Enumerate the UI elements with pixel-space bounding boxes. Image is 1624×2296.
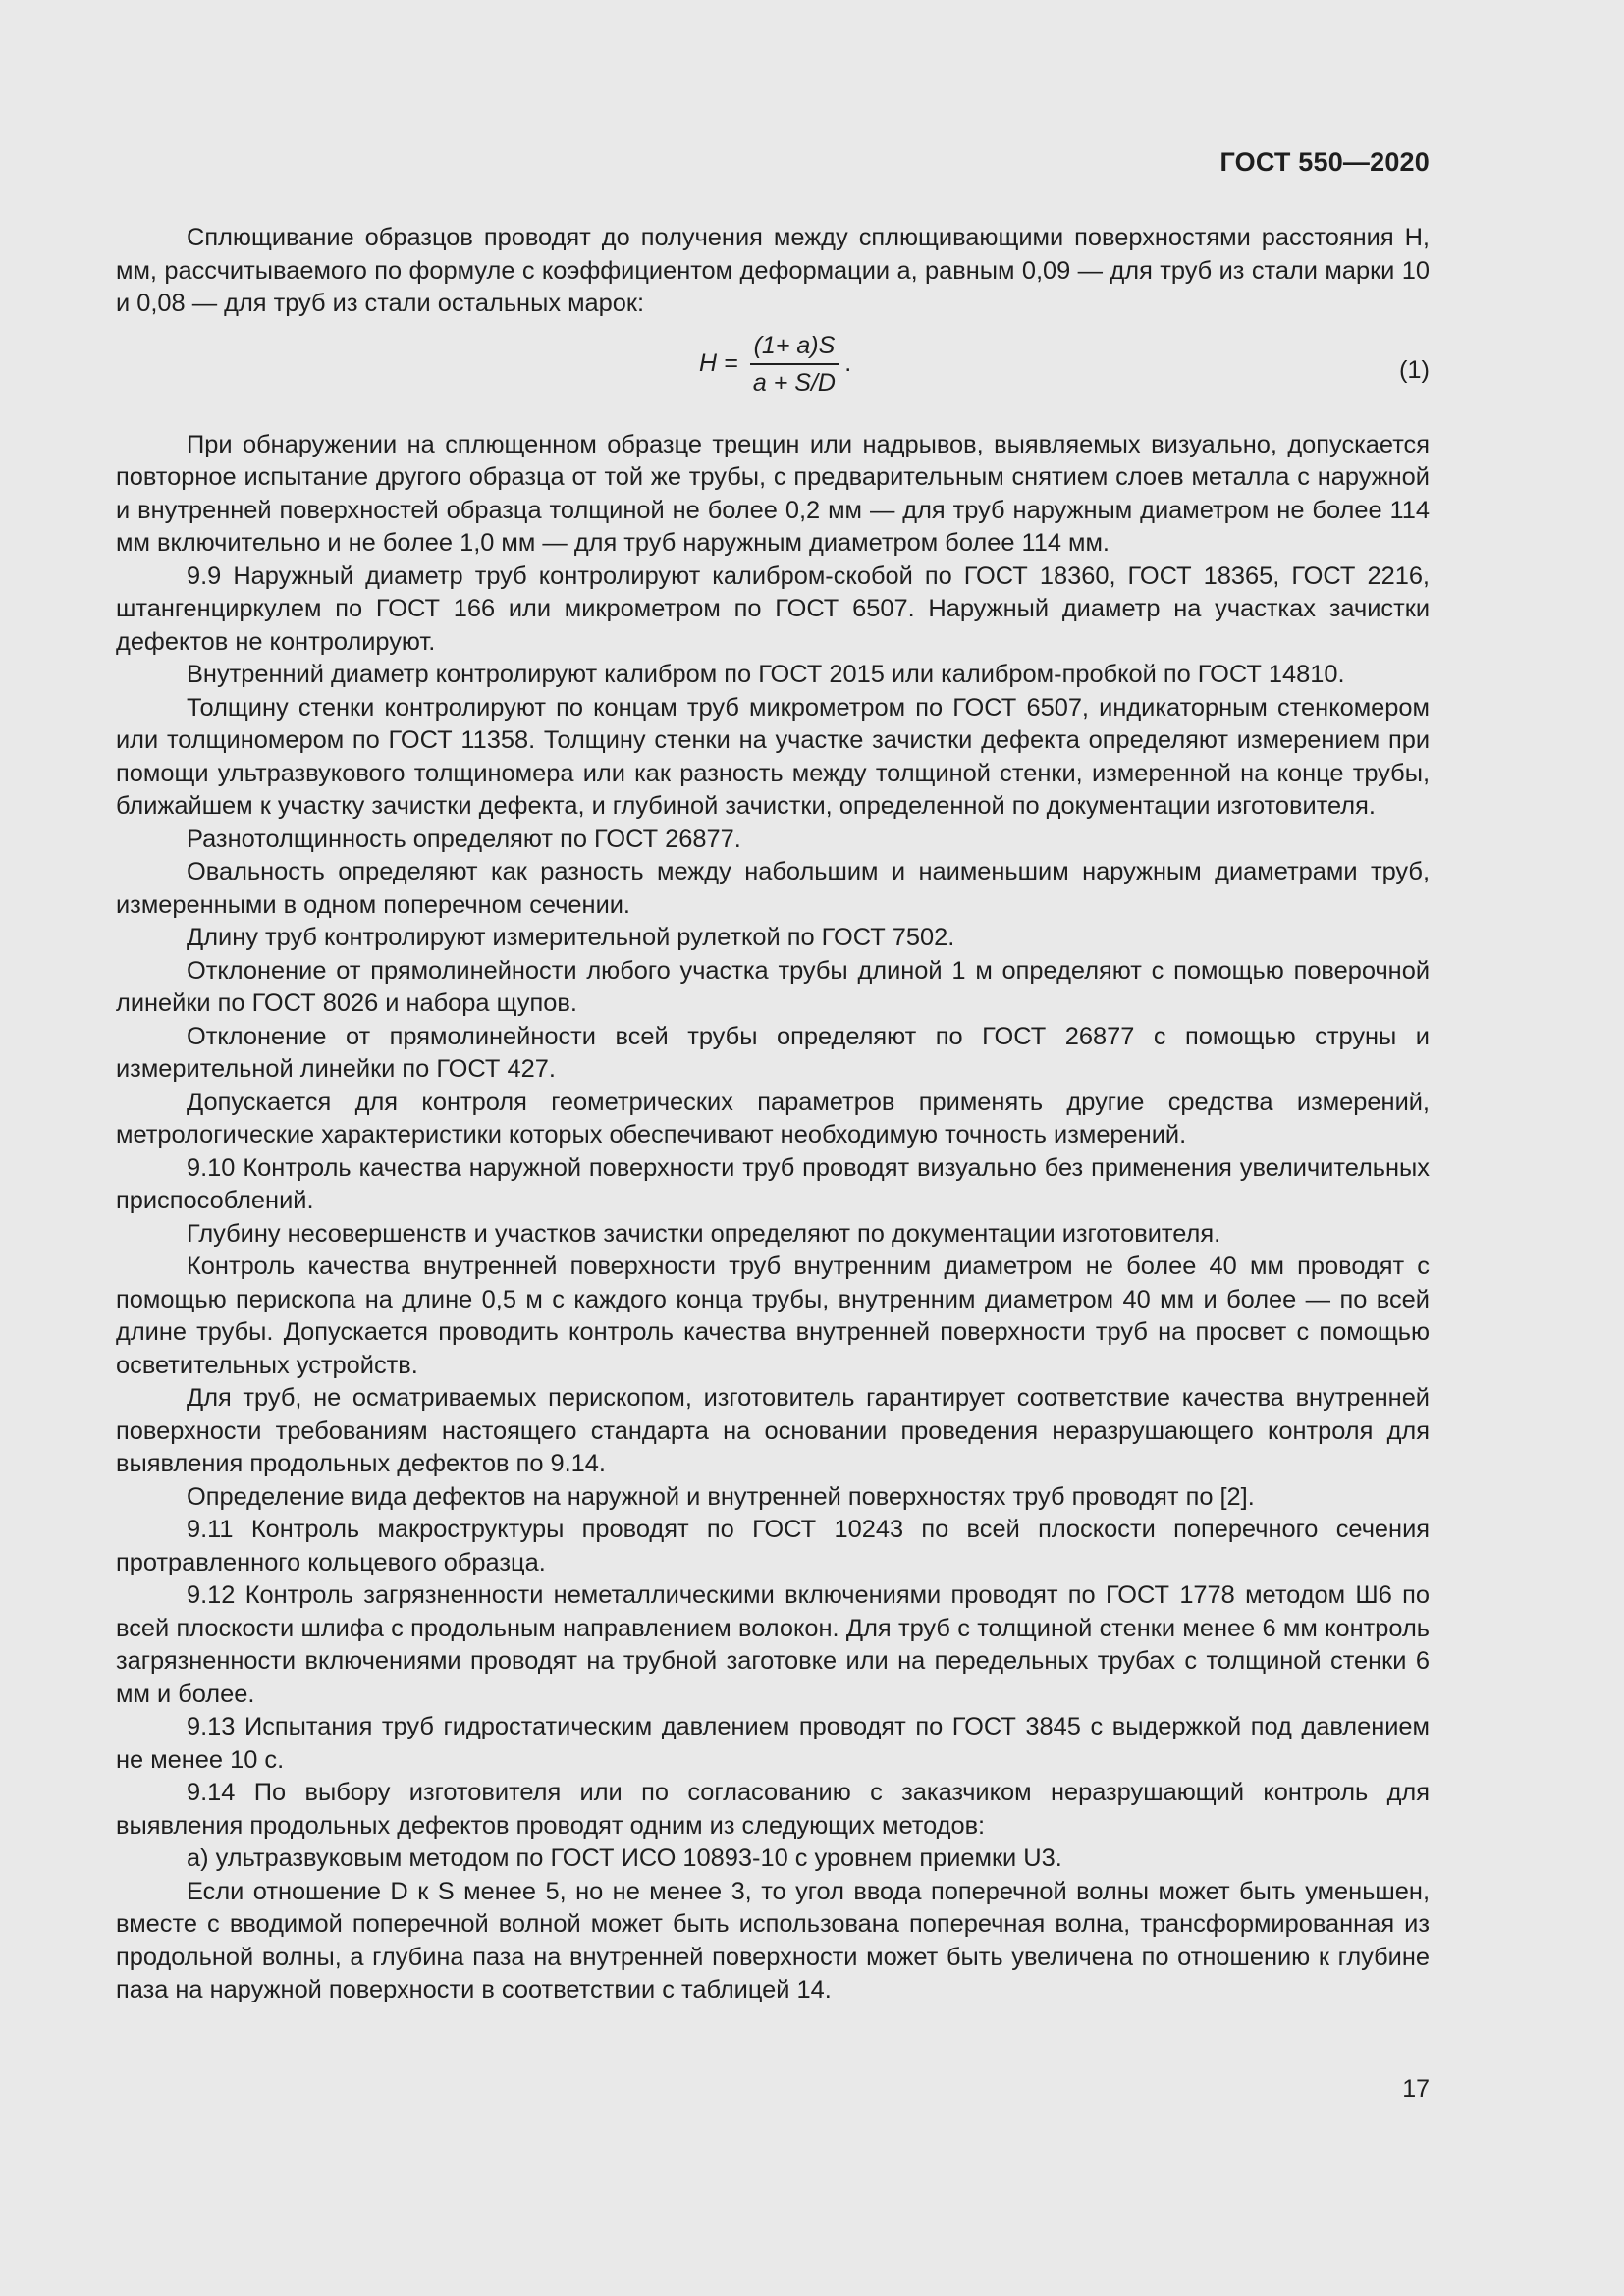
paragraph: 9.11 Контроль макроструктуры проводят по ГОСТ 10243 по всей плоскости поперечного сечения протравленного кольцевого образца. [116, 1516, 1430, 1576]
paragraph: Овальность определяют как разность между набольшим и наименьшим наружным диаметрами труб, измеренными в одном поперечном сечении. [116, 858, 1430, 919]
formula-number: (1) [1398, 355, 1430, 384]
formula-lhs: H = [699, 348, 738, 377]
paragraph: Отклонение от прямолинейности любого участка трубы длиной 1 м определяют с помощью поверочной линейки по ГОСТ 8026 и набора щупов. [116, 956, 1430, 1017]
document-header: ГОСТ 550—2020 [1219, 147, 1430, 177]
paragraph: Для труб, не осматриваемых перископом, изготовитель гарантирует соответствие качества внутренней поверхности требованиям настоящего стандарта на основании проведения неразрушающего контроля для выявления продольных дефектов по 9.14. [116, 1384, 1430, 1477]
paragraph: 9.9 Наружный диаметр труб контролируют калибром-скобой по ГОСТ 18360, ГОСТ 18365, ГОСТ 2216, штангенциркулем по ГОСТ 166 или микрометром по ГОСТ 6507. Наружный диаметр на участках зачистки дефектов не контролируют. [116, 561, 1430, 656]
document-body [116, 222, 1430, 2007]
formula [699, 331, 851, 398]
paragraph-list [116, 429, 1430, 2007]
formula-fraction [750, 331, 839, 398]
intro-paragraph: Сплющивание образцов проводят до получения между сплющивающими поверхностями расстояния H, мм, рассчитываемого по формуле с коэффициентом деформации a, равным 0,09 — для труб из стали марки 10 и 0,08 — для труб из стали остальных марок: [116, 224, 1430, 317]
paragraph: 9.10 Контроль качества наружной поверхности труб проводят визуально без применения увеличительных приспособлений. [116, 1153, 1430, 1214]
paragraph: Если отношение D к S менее 5, но не менее 3, то угол ввода поперечной волны может быть уменьшен, вместе с вводимой поперечной волной может быть использована поперечная волна, трансформированная из продольной волны, а глубина паза на внутренней поверхности может быть увеличена по отношению к глубине паза на наружной поверхности в соответствии с таблицей 14. [116, 1877, 1430, 2003]
formula-tail: . [844, 348, 852, 377]
formula-denominator: a + S/D [752, 368, 836, 397]
paragraph: Разнотолщинность определяют по ГОСТ 26877. [187, 825, 741, 853]
paragraph: 9.13 Испытания труб гидростатическим давлением проводят по ГОСТ 3845 с выдержкой под давлением не менее 10 с. [116, 1713, 1430, 1774]
paragraph: Допускается для контроля геометрических параметров применять другие средства измерений, метрологические характеристики которых обеспечивают необходимую точность измерений. [116, 1088, 1430, 1148]
paragraph: 9.12 Контроль загрязненности неметаллическими включениями проводят по ГОСТ 1778 методом Ш6 по всей плоскости шлифа с продольным направлением волокон. Для труб с толщиной стенки менее 6 мм контроль загрязненности включениями проводят на трубной заготовке или на передельных трубах с толщиной стенки 6 мм и более. [116, 1581, 1430, 1708]
page-number: 17 [1402, 2075, 1430, 2103]
formula-numerator: (1+ a)S [750, 331, 839, 365]
paragraph: Глубину несовершенств и участков зачистки определяют по документации изготовителя. [187, 1219, 1221, 1248]
paragraph: Внутренний диаметр контролируют калибром по ГОСТ 2015 или калибром-пробкой по ГОСТ 14810. [187, 661, 1345, 688]
paragraph: а) ультразвуковым методом по ГОСТ ИСО 10893-10 с уровнем приемки U3. [187, 1844, 1062, 1872]
paragraph: Длину труб контролируют измерительной рулеткой по ГОСТ 7502. [187, 924, 955, 951]
paragraph: Определение вида дефектов на наружной и внутренней поверхностях труб проводят по [2]. [187, 1482, 1255, 1511]
formula-block [116, 323, 1430, 421]
paragraph: При обнаружении на сплющенном образце трещин или надрывов, выявляемых визуально, допускается повторное испытание другого образца от той же трубы, с предварительным снятием слоев металла с наружной и внутренней поверхностей образца толщиной не более 0,2 мм — для труб наружным диаметром не более 114 мм включительно и не более 1,0 мм — для труб наружным диаметром более 114 мм. [116, 430, 1430, 557]
paragraph: Контроль качества внутренней поверхности труб внутренним диаметром не более 40 мм проводят с помощью перископа на длине 0,5 м с каждого конца трубы, внутренним диаметром 40 мм и более — по всей длине трубы. Допускается проводить контроль качества внутренней поверхности труб на просвет с помощью осветительных устройств. [116, 1253, 1430, 1379]
paragraph: Отклонение от прямолинейности всей трубы определяют по ГОСТ 26877 с помощью струны и измерительной линейки по ГОСТ 427. [116, 1022, 1430, 1083]
paragraph: Толщину стенки контролируют по концам труб микрометром по ГОСТ 6507, индикаторным стенкомером или толщиномером по ГОСТ 11358. Толщину стенки на участке зачистки дефекта определяют измерением при помощи ультразвукового толщиномера или как разность между толщиной стенки, измеренной на конце трубы, ближайшем к участку зачистки дефекта, и глубиной зачистки, определенной по документации изготовителя. [116, 693, 1430, 820]
paragraph: 9.14 По выбору изготовителя или по согласованию с заказчиком неразрушающий контроль для выявления продольных дефектов проводят одним из следующих методов: [116, 1779, 1430, 1840]
